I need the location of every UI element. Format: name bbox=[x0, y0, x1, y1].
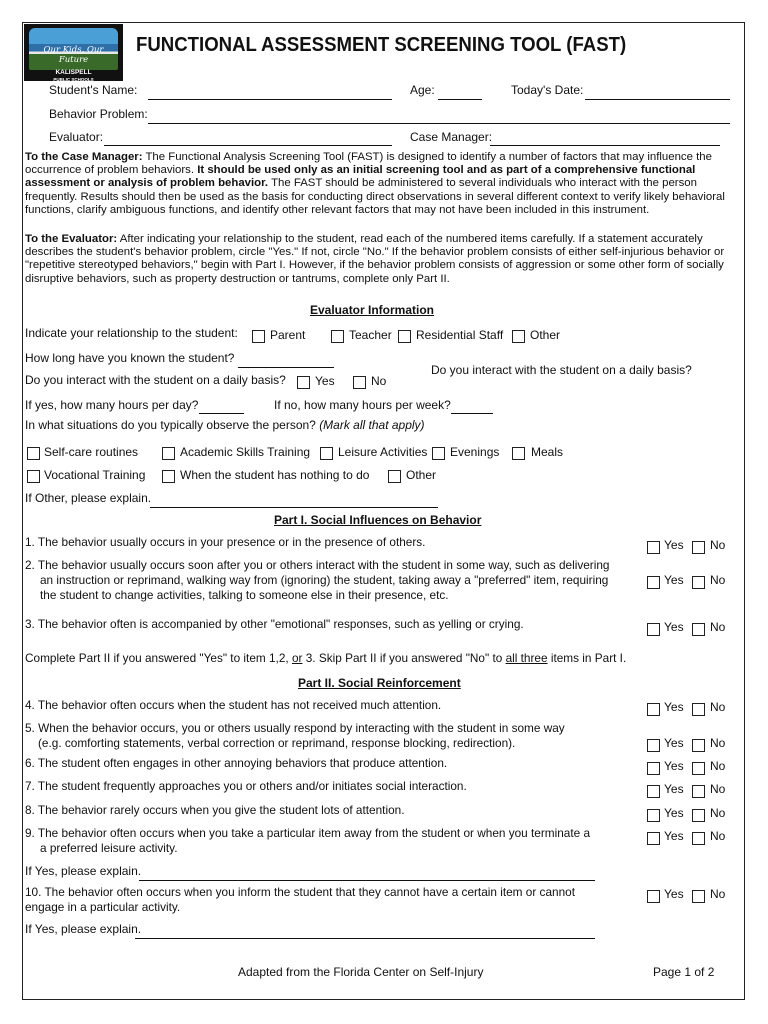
part2-item-9: 9. The behavior often occurs when you take a particular item away from the student or when you terminate a a preferred leisure activity. bbox=[25, 826, 591, 855]
item10-explain-field[interactable] bbox=[135, 938, 595, 939]
daily-no-checkbox[interactable] bbox=[353, 376, 366, 389]
item10-yes-checkbox[interactable] bbox=[647, 890, 660, 903]
evaluator-info-heading: Evaluator Information bbox=[310, 303, 435, 317]
part2-item-7: 7. The student frequently approaches you or others and/or initiates social interaction. bbox=[25, 779, 467, 793]
meals-label: Meals bbox=[531, 445, 564, 459]
item8-no-checkbox[interactable] bbox=[692, 809, 705, 822]
item1-no-label: No bbox=[710, 538, 726, 552]
item1-yes-label: Yes bbox=[664, 538, 684, 552]
item1-no-checkbox[interactable] bbox=[692, 541, 705, 554]
item4-no-label: No bbox=[710, 700, 726, 714]
hours-per-day-label: If yes, how many hours per day? bbox=[25, 398, 199, 412]
item8-yes-label: Yes bbox=[664, 806, 684, 820]
item10-no-label: No bbox=[710, 887, 726, 901]
part2-item-6: 6. The student often engages in other annoying behaviors that produce attention. bbox=[25, 756, 448, 770]
item10-explain-label: If Yes, please explain. bbox=[25, 922, 142, 936]
parent-checkbox[interactable] bbox=[252, 330, 265, 343]
part1-item-2: 2. The behavior usually occurs soon after you or others interact with the student in some way, such as delivering an instruction or reprimand, walking way from (ignoring) the student, taking away a "preferred" item, requiring the student to change activities, talking to someone else in their presence, etc. bbox=[25, 558, 610, 602]
other-relationship-label: Other bbox=[530, 328, 561, 342]
footer-source: Adapted from the Florida Center on Self-Injury bbox=[238, 965, 484, 979]
item9-no-checkbox[interactable] bbox=[692, 832, 705, 845]
how-long-field[interactable] bbox=[238, 367, 334, 368]
age-label: Age: bbox=[410, 83, 435, 97]
item10-yes-label: Yes bbox=[664, 887, 684, 901]
item10-no-checkbox[interactable] bbox=[692, 890, 705, 903]
item2-no-label: No bbox=[710, 573, 726, 587]
todays-date-field[interactable] bbox=[585, 99, 730, 100]
other-explain-label: If Other, please explain. bbox=[25, 491, 152, 505]
how-long-label: How long have you known the student? bbox=[25, 351, 235, 365]
academic-label: Academic Skills Training bbox=[180, 445, 311, 459]
item9-no-label: No bbox=[710, 829, 726, 843]
item6-yes-label: Yes bbox=[664, 759, 684, 773]
logo-slogan: Our Kids, Our Future bbox=[43, 45, 104, 65]
residential-staff-checkbox[interactable] bbox=[398, 330, 411, 343]
item8-yes-checkbox[interactable] bbox=[647, 809, 660, 822]
page-title: FUNCTIONAL ASSESSMENT SCREENING TOOL (FAST) bbox=[136, 34, 627, 56]
item5-no-checkbox[interactable] bbox=[692, 739, 705, 752]
item5-yes-label: Yes bbox=[664, 736, 684, 750]
district-logo bbox=[24, 24, 123, 81]
part2-item-4: 4. The behavior often occurs when the student has not received much attention. bbox=[25, 698, 442, 712]
todays-date-label: Today's Date: bbox=[511, 83, 584, 97]
nothing-to-do-label: When the student has nothing to do bbox=[180, 468, 370, 482]
part2-item-10: 10. The behavior often occurs when you inform the student that they cannot have a certain item or cannot engage in a particular activity. bbox=[25, 885, 575, 914]
student-name-label: Student's Name: bbox=[49, 83, 138, 97]
residential-staff-label: Residential Staff bbox=[416, 328, 504, 342]
evaluator-label: Evaluator: bbox=[49, 130, 104, 144]
situations-label: In what situations do you typically observe the person? (Mark all that apply) bbox=[25, 418, 425, 432]
page-number: Page 1 of 2 bbox=[653, 965, 715, 979]
self-care-checkbox[interactable] bbox=[27, 447, 40, 460]
teacher-label: Teacher bbox=[349, 328, 392, 342]
part2-item-5: 5. When the behavior occurs, you or others usually respond by interacting with the student in some way (e.g. comforting statements, verbal correction or reprimand, response blocking, redirection). bbox=[25, 721, 565, 750]
other-situation-label: Other bbox=[406, 468, 437, 482]
evenings-label: Evenings bbox=[450, 445, 500, 459]
parent-label: Parent bbox=[270, 328, 306, 342]
daily-no-label: No bbox=[371, 374, 387, 388]
behavior-problem-label: Behavior Problem: bbox=[49, 107, 148, 121]
behavior-problem-field[interactable] bbox=[148, 123, 730, 124]
item2-yes-checkbox[interactable] bbox=[647, 576, 660, 589]
evaluator-field[interactable] bbox=[104, 145, 392, 146]
leisure-label: Leisure Activities bbox=[338, 445, 428, 459]
logo-district: KALISPELL PUBLIC SCHOOLS bbox=[53, 69, 94, 82]
teacher-checkbox[interactable] bbox=[331, 330, 344, 343]
part1-item-1: 1. The behavior usually occurs in your presence or in the presence of others. bbox=[25, 535, 426, 549]
case-manager-intro: To the Case Manager: The Functional Analysis Screening Tool (FAST) is designed to identify a number of factors that may influence the occurrence of problem behaviors. It should be used only as an initial screening tool and as part of a comprehensive functional assessment or analysis of problem behavior. The FAST should be administered to several individuals who interact with the person frequently. Results should then be used as the basis for conducting direct observations in several different context to verify likely behavioral functions, clarify ambiguous functions, and identify other relevant factors that may not have been included in this instrument. bbox=[25, 151, 725, 216]
nothing-to-do-checkbox[interactable] bbox=[162, 470, 175, 483]
item1-yes-checkbox[interactable] bbox=[647, 541, 660, 554]
item7-yes-checkbox[interactable] bbox=[647, 785, 660, 798]
item9-explain-field[interactable] bbox=[139, 880, 595, 881]
self-care-label: Self-care routines bbox=[44, 445, 139, 459]
hours-per-week-label: If no, how many hours per week? bbox=[274, 398, 451, 412]
academic-checkbox[interactable] bbox=[162, 447, 175, 460]
part2-heading: Part II. Social Reinforcement bbox=[298, 676, 461, 690]
item6-yes-checkbox[interactable] bbox=[647, 762, 660, 775]
evaluator-intro: To the Evaluator: After indicating your relationship to the student, read each of the numbered items carefully. If a statement accurately describes the student's behavior problem, circle "Yes." If not, circle "No." If the behavior problem consists of either self-injurious behavior or "repetitive stereotyped behaviors," begin with Part I. However, if the behavior problem consists of aggression or some other form of socially disruptive behaviors, such as property destruction or tantrums, complete only Part II. bbox=[25, 233, 725, 285]
item9-yes-label: Yes bbox=[664, 829, 684, 843]
item3-yes-label: Yes bbox=[664, 620, 684, 634]
part2-item-8: 8. The behavior rarely occurs when you give the student lots of attention. bbox=[25, 803, 405, 817]
age-field[interactable] bbox=[438, 99, 482, 100]
case-manager-label: Case Manager: bbox=[410, 130, 493, 144]
item9-yes-checkbox[interactable] bbox=[647, 832, 660, 845]
meals-checkbox[interactable] bbox=[512, 447, 525, 460]
case-manager-field[interactable] bbox=[490, 145, 720, 146]
item3-no-checkbox[interactable] bbox=[692, 623, 705, 636]
item9-explain-label: If Yes, please explain. bbox=[25, 864, 142, 878]
leisure-checkbox[interactable] bbox=[320, 447, 333, 460]
vocational-label: Vocational Training bbox=[44, 468, 146, 482]
item2-no-checkbox[interactable] bbox=[692, 576, 705, 589]
hours-per-week-field[interactable] bbox=[451, 413, 493, 414]
daily-yes-label: Yes bbox=[315, 374, 335, 388]
other-situation-checkbox[interactable] bbox=[388, 470, 401, 483]
evenings-checkbox[interactable] bbox=[432, 447, 445, 460]
item5-yes-checkbox[interactable] bbox=[647, 739, 660, 752]
item7-no-label: No bbox=[710, 782, 726, 796]
hours-per-day-field[interactable] bbox=[199, 413, 244, 414]
item5-no-label: No bbox=[710, 736, 726, 750]
item4-no-checkbox[interactable] bbox=[692, 703, 705, 716]
item7-yes-label: Yes bbox=[664, 782, 684, 796]
relationship-label: Indicate your relationship to the student: bbox=[25, 326, 238, 340]
daily-yes-checkbox[interactable] bbox=[297, 376, 310, 389]
student-name-field[interactable] bbox=[148, 99, 392, 100]
item6-no-label: No bbox=[710, 759, 726, 773]
part1-heading: Part I. Social Influences on Behavior bbox=[274, 513, 482, 527]
daily-question-right: Do you interact with the student on a daily basis? bbox=[431, 363, 692, 377]
daily-question: Do you interact with the student on a daily basis? bbox=[25, 373, 286, 387]
other-relationship-checkbox[interactable] bbox=[512, 330, 525, 343]
item7-no-checkbox[interactable] bbox=[692, 785, 705, 798]
item3-yes-checkbox[interactable] bbox=[647, 623, 660, 636]
item3-no-label: No bbox=[710, 620, 726, 634]
vocational-checkbox[interactable] bbox=[27, 470, 40, 483]
item8-no-label: No bbox=[710, 806, 726, 820]
item6-no-checkbox[interactable] bbox=[692, 762, 705, 775]
part1-instruction: Complete Part II if you answered "Yes" to item 1,2, or 3. Skip Part II if you answered "No" to all three items in Part I. bbox=[25, 651, 627, 665]
part1-item-3: 3. The behavior often is accompanied by other "emotional" responses, such as yelling or crying. bbox=[25, 617, 524, 631]
item4-yes-label: Yes bbox=[664, 700, 684, 714]
item2-yes-label: Yes bbox=[664, 573, 684, 587]
other-explain-field[interactable] bbox=[150, 507, 438, 508]
item4-yes-checkbox[interactable] bbox=[647, 703, 660, 716]
